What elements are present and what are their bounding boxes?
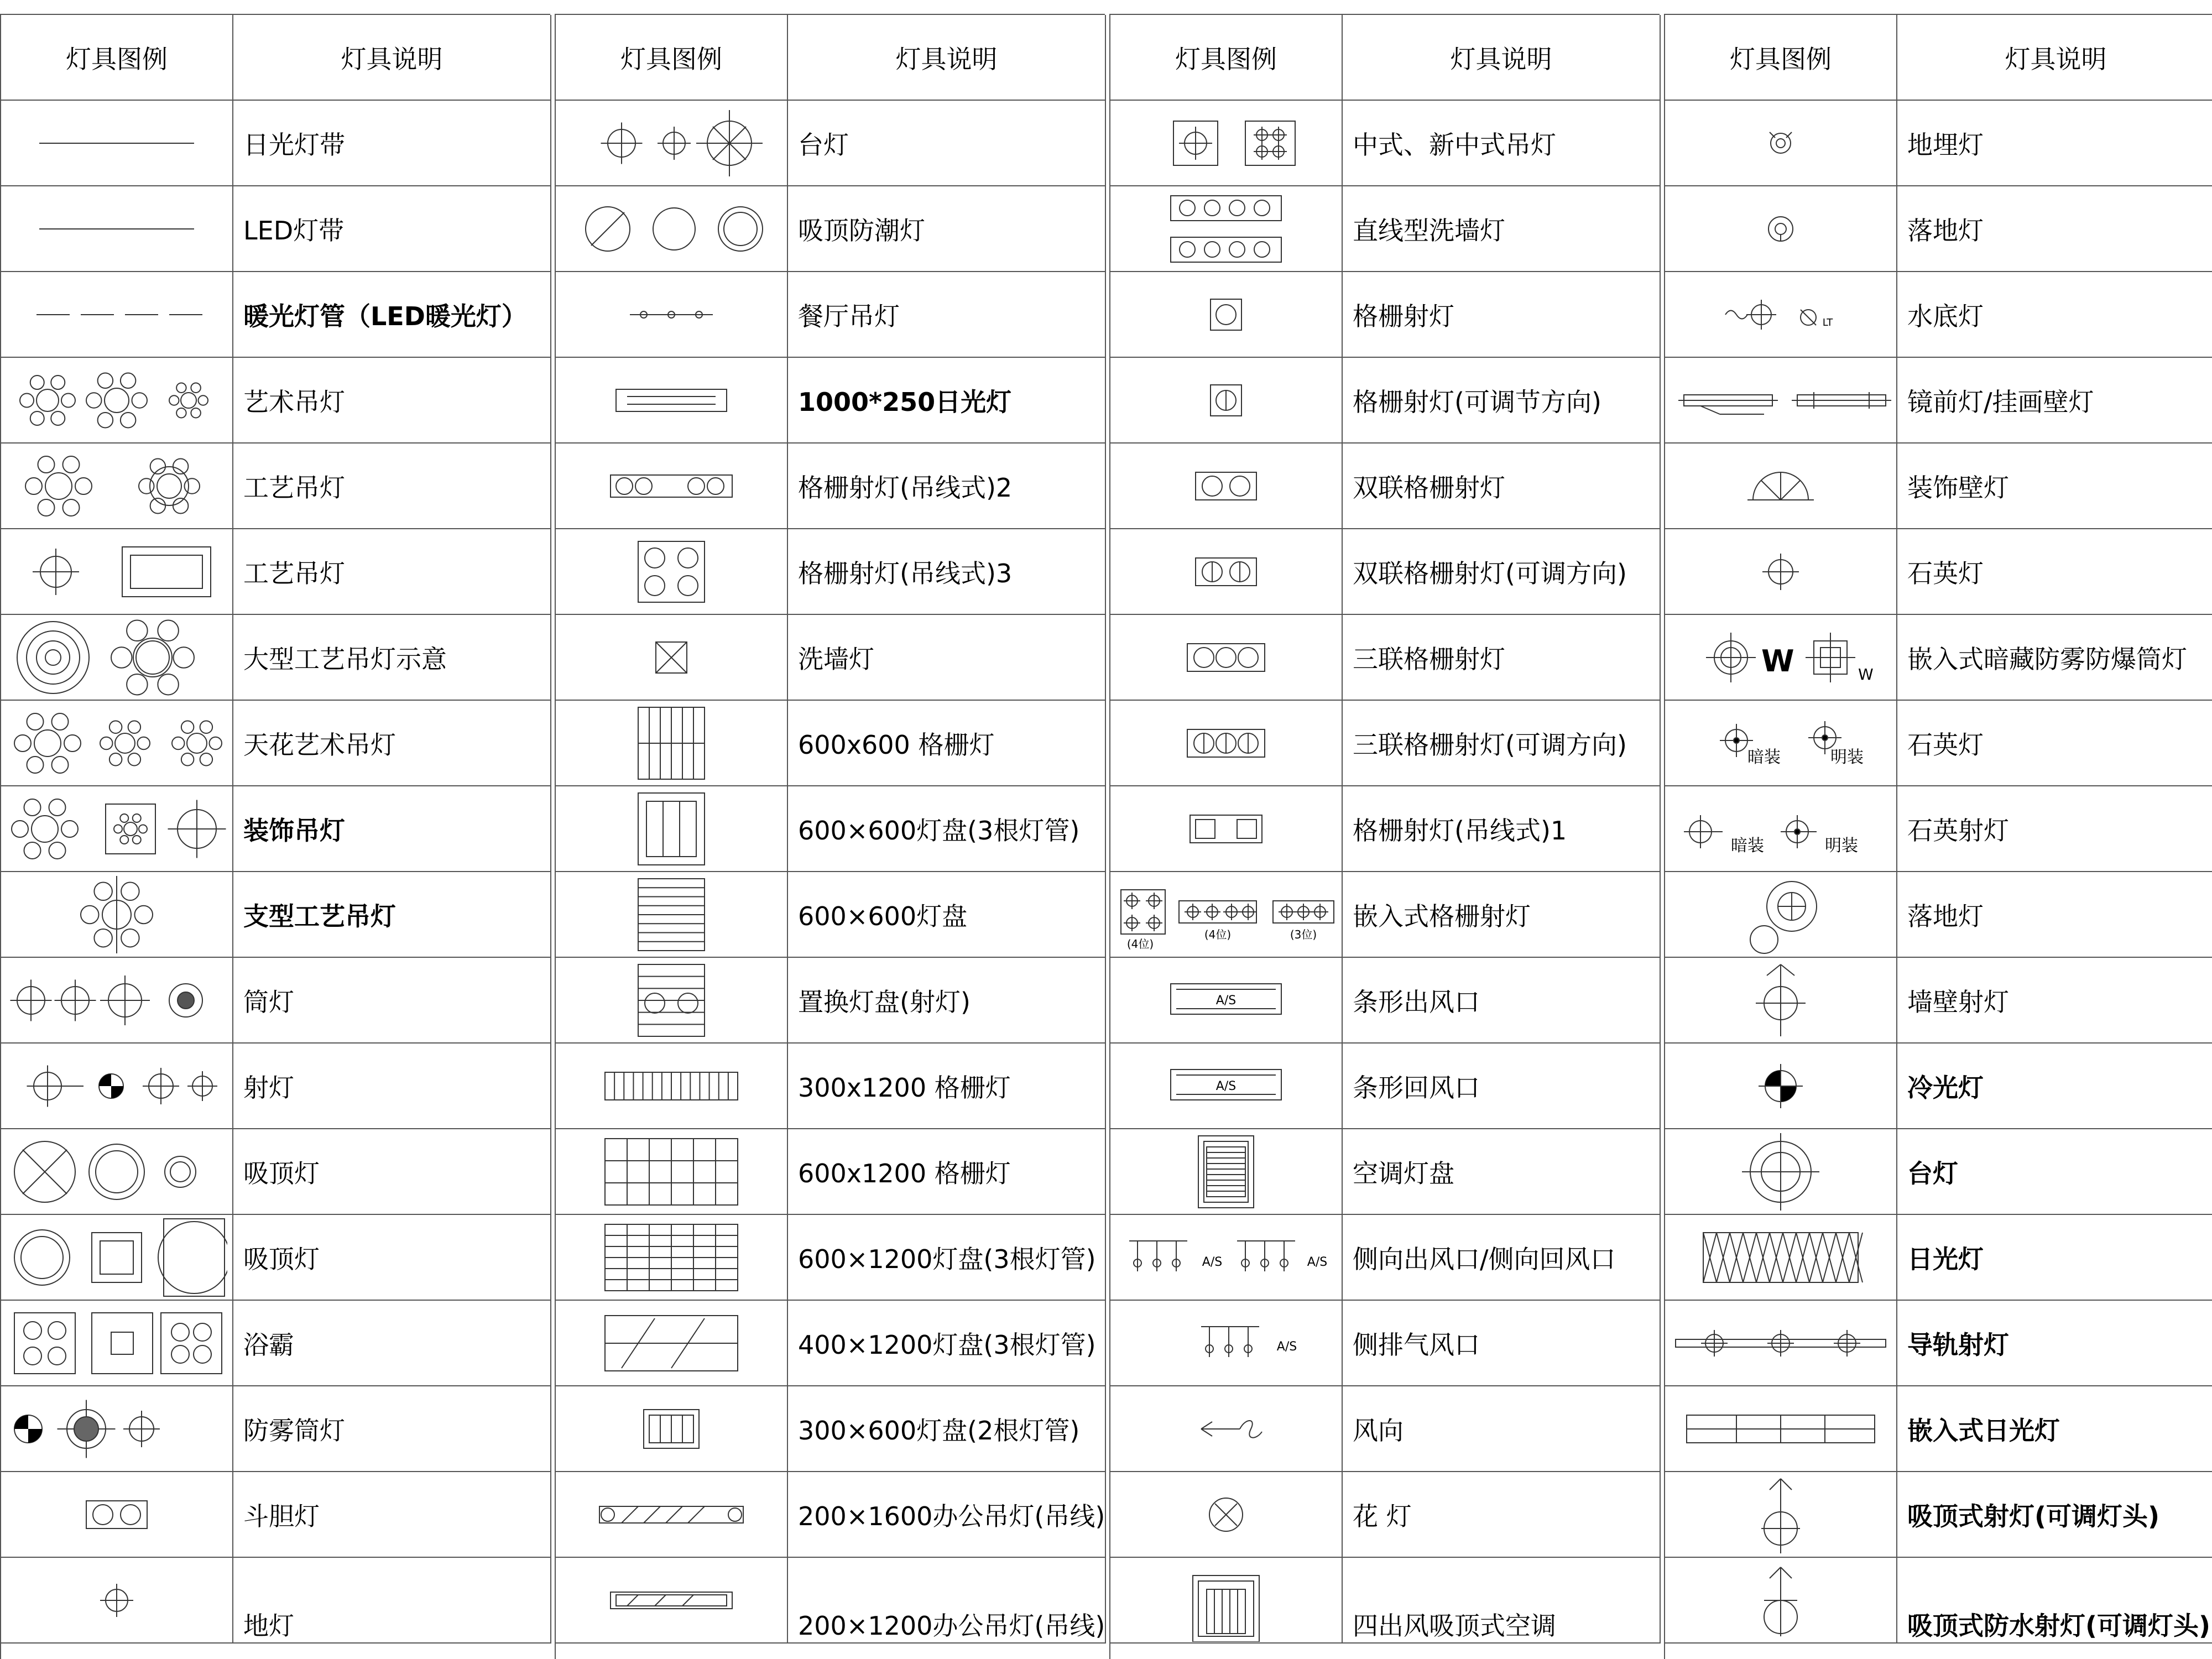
fixture-description: 支型工艺吊灯 bbox=[233, 872, 551, 958]
fixture-description: 吸顶式防水射灯(可调灯头) bbox=[1897, 1558, 2212, 1644]
fixture-description: 石英灯 bbox=[1897, 701, 2212, 786]
legend-table-4 bbox=[1664, 14, 2212, 1659]
fixture-description: 条形出风口 bbox=[1343, 958, 1661, 1044]
svg-text:明装: 明装 bbox=[1825, 836, 1858, 855]
fixture-description: 600×600灯盘(3根灯管) bbox=[788, 786, 1106, 872]
svg-text:明装: 明装 bbox=[1830, 747, 1864, 767]
fixture-description: 冷光灯 bbox=[1897, 1044, 2212, 1129]
dining-pendant-icon bbox=[556, 272, 788, 358]
branch-chandelier-icon bbox=[1, 872, 233, 958]
fixture-description: 吸顶灯 bbox=[233, 1129, 551, 1215]
large-chandelier-icon bbox=[1, 615, 233, 701]
decor-chandelier-icon bbox=[1, 786, 233, 872]
description-header: 灯具说明 bbox=[1343, 15, 1661, 101]
grille-wire-1-icon bbox=[1110, 786, 1343, 872]
fluorescent-1000-icon bbox=[556, 358, 788, 444]
dash-strip-icon bbox=[1, 272, 233, 358]
fixture-description: 200×1600办公吊灯(吊线) bbox=[788, 1472, 1106, 1558]
line-strip-icon bbox=[1, 101, 233, 186]
legend-table-3 bbox=[1109, 14, 1660, 1659]
office-200x1600-icon bbox=[556, 1472, 788, 1558]
art-chandelier-icon bbox=[1, 358, 233, 444]
grille-600x1200-icon bbox=[556, 1129, 788, 1215]
downlight-icon bbox=[1, 958, 233, 1044]
symbol-header: 灯具图例 bbox=[1665, 15, 1897, 101]
svg-text:暗装: 暗装 bbox=[1731, 836, 1764, 855]
legend-table-2 bbox=[555, 14, 1105, 1659]
description-header: 灯具说明 bbox=[788, 15, 1106, 101]
ac-panel-icon bbox=[1110, 1129, 1343, 1215]
fixture-description: 镜前灯/挂画壁灯 bbox=[1897, 358, 2212, 444]
fixture-description: 防雾筒灯 bbox=[233, 1386, 551, 1472]
symbol-header: 灯具图例 bbox=[1110, 15, 1343, 101]
craft-chandelier-icon bbox=[1, 444, 233, 529]
svg-text:W: W bbox=[1761, 643, 1794, 679]
grille-spot-triple-adj-icon bbox=[1110, 701, 1343, 786]
chinese-pendant-icon bbox=[1110, 101, 1343, 186]
panel-400x1200-icon bbox=[556, 1301, 788, 1386]
wind-direction-icon bbox=[1110, 1386, 1343, 1472]
ceiling-light-square-icon bbox=[1, 1215, 233, 1301]
fixture-description: 嵌入式暗藏防雾防爆筒灯 bbox=[1897, 615, 2212, 701]
buried-light-icon bbox=[1665, 101, 1897, 186]
grille-wire-2-icon bbox=[556, 444, 788, 529]
fixture-description: 大型工艺吊灯示意 bbox=[233, 615, 551, 701]
fixture-description: 洗墙灯 bbox=[788, 615, 1106, 701]
fluorescent-hatch-icon bbox=[1665, 1215, 1897, 1301]
fixture-description: 格栅射灯(吊线式)3 bbox=[788, 529, 1106, 615]
quartz-concealed-icon bbox=[1665, 701, 1897, 786]
mirror-light-icon bbox=[1665, 358, 1897, 444]
svg-text:(4位): (4位) bbox=[1126, 937, 1154, 951]
panel-300x600-icon bbox=[556, 1386, 788, 1472]
fixture-description: 餐厅吊灯 bbox=[788, 272, 1106, 358]
svg-text:LT: LT bbox=[1822, 316, 1833, 328]
svg-text:(4位): (4位) bbox=[1204, 927, 1232, 941]
craft-chandelier-rect-icon bbox=[1, 529, 233, 615]
fixture-description: 花 灯 bbox=[1343, 1472, 1661, 1558]
svg-text:A/S: A/S bbox=[1307, 1255, 1328, 1269]
panel-replace-icon bbox=[556, 958, 788, 1044]
table-lamp-big-icon bbox=[1665, 1129, 1897, 1215]
fixture-description: 落地灯 bbox=[1897, 872, 2212, 958]
fixture-description: 石英射灯 bbox=[1897, 786, 2212, 872]
grille-wire-3-icon bbox=[556, 529, 788, 615]
fixture-description: 三联格栅射灯(可调方向) bbox=[1343, 701, 1661, 786]
fixture-description: 吸顶式射灯(可调灯头) bbox=[1897, 1472, 2212, 1558]
flower-light-icon bbox=[1110, 1472, 1343, 1558]
ceiling-spot-waterproof-icon bbox=[1665, 1558, 1897, 1644]
fixture-description: 工艺吊灯 bbox=[233, 444, 551, 529]
office-200x1200-icon bbox=[556, 1558, 788, 1644]
fixture-description: 侧排气风口 bbox=[1343, 1301, 1661, 1386]
fixture-description: 1000*250日光灯 bbox=[788, 358, 1106, 444]
grille-spot-triple-icon bbox=[1110, 615, 1343, 701]
grille-300x1200-icon bbox=[556, 1044, 788, 1129]
fixture-description: 三联格栅射灯 bbox=[1343, 615, 1661, 701]
spotlight-icon bbox=[1, 1044, 233, 1129]
fixture-description: 格栅射灯(可调节方向) bbox=[1343, 358, 1661, 444]
floor-lamp-big-icon bbox=[1665, 872, 1897, 958]
svg-text:A/S: A/S bbox=[1202, 1255, 1223, 1269]
fixture-description: 格栅射灯(吊线式)2 bbox=[788, 444, 1106, 529]
grille-spot-adj-icon bbox=[1110, 358, 1343, 444]
fixture-description: 双联格栅射灯(可调方向) bbox=[1343, 529, 1661, 615]
description-header: 灯具说明 bbox=[1897, 15, 2212, 101]
fixture-description: 600×1200灯盘(3根灯管) bbox=[788, 1215, 1106, 1301]
fixture-description: 工艺吊灯 bbox=[233, 529, 551, 615]
description-header: 灯具说明 bbox=[233, 15, 551, 101]
fixture-description: 双联格栅射灯 bbox=[1343, 444, 1661, 529]
fixture-description: 400×1200灯盘(3根灯管) bbox=[788, 1301, 1106, 1386]
explosion-proof-icon bbox=[1665, 615, 1897, 701]
fixture-description: 置换灯盘(射灯) bbox=[788, 958, 1106, 1044]
linear-wall-washer-icon bbox=[1110, 186, 1343, 272]
strip-outlet-icon bbox=[1110, 958, 1343, 1044]
fixture-description: 水底灯 bbox=[1897, 272, 2212, 358]
recessed-grille-icon bbox=[1110, 872, 1343, 958]
grille-spot-double-adj-icon bbox=[1110, 529, 1343, 615]
svg-text:A/S: A/S bbox=[1215, 1079, 1237, 1093]
track-spot-icon bbox=[1665, 1301, 1897, 1386]
wall-washer-icon bbox=[556, 615, 788, 701]
fixture-description: 导轨射灯 bbox=[1897, 1301, 2212, 1386]
quartz-light-icon bbox=[1665, 529, 1897, 615]
fixture-description: 装饰吊灯 bbox=[233, 786, 551, 872]
quartz-spot-icon bbox=[1665, 786, 1897, 872]
svg-text:A/S: A/S bbox=[1276, 1339, 1297, 1354]
fixture-description: LED灯带 bbox=[233, 186, 551, 272]
cold-light-icon bbox=[1665, 1044, 1897, 1129]
symbol-header: 灯具图例 bbox=[556, 15, 788, 101]
strip-return-icon bbox=[1110, 1044, 1343, 1129]
symbol-header: 灯具图例 bbox=[1, 15, 233, 101]
panel-600-icon bbox=[556, 872, 788, 958]
fixture-description: 格栅射灯 bbox=[1343, 272, 1661, 358]
ceiling-light-x-icon bbox=[1, 1129, 233, 1215]
panel-600x1200-icon bbox=[556, 1215, 788, 1301]
fixture-description: 天花艺术吊灯 bbox=[233, 701, 551, 786]
fixture-description: 600x600 格栅灯 bbox=[788, 701, 1106, 786]
fixture-description: 200×1200办公吊灯(吊线) bbox=[788, 1558, 1106, 1644]
grille-spot-double-icon bbox=[1110, 444, 1343, 529]
side-exhaust-icon bbox=[1110, 1301, 1343, 1386]
svg-text:暗装: 暗装 bbox=[1747, 747, 1781, 767]
recessed-fluorescent-icon bbox=[1665, 1386, 1897, 1472]
fixture-description: 300x1200 格栅灯 bbox=[788, 1044, 1106, 1129]
svg-text:W: W bbox=[1858, 665, 1874, 684]
fixture-description: 斗胆灯 bbox=[233, 1472, 551, 1558]
fixture-description: 吸顶灯 bbox=[233, 1215, 551, 1301]
fixture-description: 台灯 bbox=[1897, 1129, 2212, 1215]
fixture-description: 600x1200 格栅灯 bbox=[788, 1129, 1106, 1215]
fixture-description: 石英灯 bbox=[1897, 529, 2212, 615]
fixture-description: 日光灯 bbox=[1897, 1215, 2212, 1301]
fixture-description: 装饰壁灯 bbox=[1897, 444, 2212, 529]
svg-text:(3位): (3位) bbox=[1290, 927, 1317, 941]
fixture-description: 吸顶防潮灯 bbox=[788, 186, 1106, 272]
floor-light-icon bbox=[1, 1558, 233, 1644]
decor-wall-lamp-icon bbox=[1665, 444, 1897, 529]
fixture-description: 筒灯 bbox=[233, 958, 551, 1044]
grille-600-icon bbox=[556, 701, 788, 786]
fixture-description: 墙壁射灯 bbox=[1897, 958, 2212, 1044]
grille-spot-double-icon bbox=[1, 1472, 233, 1558]
floor-lamp-icon bbox=[1665, 186, 1897, 272]
fixture-description: 空调灯盘 bbox=[1343, 1129, 1661, 1215]
fixture-description: 四出风吸顶式空调 bbox=[1343, 1558, 1661, 1644]
fixture-description: 落地灯 bbox=[1897, 186, 2212, 272]
fixture-description: 300×600灯盘(2根灯管) bbox=[788, 1386, 1106, 1472]
wall-spot-icon bbox=[1665, 958, 1897, 1044]
fixture-description: 格栅射灯(吊线式)1 bbox=[1343, 786, 1661, 872]
underwater-light-icon bbox=[1665, 272, 1897, 358]
fixture-description: 台灯 bbox=[788, 101, 1106, 186]
ceiling-art-chandelier-icon bbox=[1, 701, 233, 786]
svg-text:A/S: A/S bbox=[1215, 993, 1237, 1008]
fixture-description: 地埋灯 bbox=[1897, 101, 2212, 186]
panel-3tube-icon bbox=[556, 786, 788, 872]
fixture-description: 暖光灯管（LED暖光灯） bbox=[233, 272, 551, 358]
fixture-description: 日光灯带 bbox=[233, 101, 551, 186]
fogproof-downlight-icon bbox=[1, 1386, 233, 1472]
bath-heater-icon bbox=[1, 1301, 233, 1386]
fixture-description: 射灯 bbox=[233, 1044, 551, 1129]
ceiling-spot-adj-icon bbox=[1665, 1472, 1897, 1558]
fixture-description: 侧向出风口/侧向回风口 bbox=[1343, 1215, 1661, 1301]
cassette-ac-icon bbox=[1110, 1558, 1343, 1644]
fixture-description: 嵌入式格栅射灯 bbox=[1343, 872, 1661, 958]
fixture-description: 风向 bbox=[1343, 1386, 1661, 1472]
fixture-description: 条形回风口 bbox=[1343, 1044, 1661, 1129]
fixture-description: 浴霸 bbox=[233, 1301, 551, 1386]
desk-lamp-icon bbox=[556, 101, 788, 186]
fixture-description: 地灯 bbox=[233, 1558, 551, 1644]
grille-spot-icon bbox=[1110, 272, 1343, 358]
legend-table-1 bbox=[0, 14, 550, 1659]
side-outlet-icon bbox=[1110, 1215, 1343, 1301]
fixture-description: 中式、新中式吊灯 bbox=[1343, 101, 1661, 186]
fixture-description: 600×600灯盘 bbox=[788, 872, 1106, 958]
line-strip-icon bbox=[1, 186, 233, 272]
fixture-description: 嵌入式日光灯 bbox=[1897, 1386, 2212, 1472]
fixture-description: 艺术吊灯 bbox=[233, 358, 551, 444]
moisture-ceiling-icon bbox=[556, 186, 788, 272]
fixture-description: 直线型洗墙灯 bbox=[1343, 186, 1661, 272]
